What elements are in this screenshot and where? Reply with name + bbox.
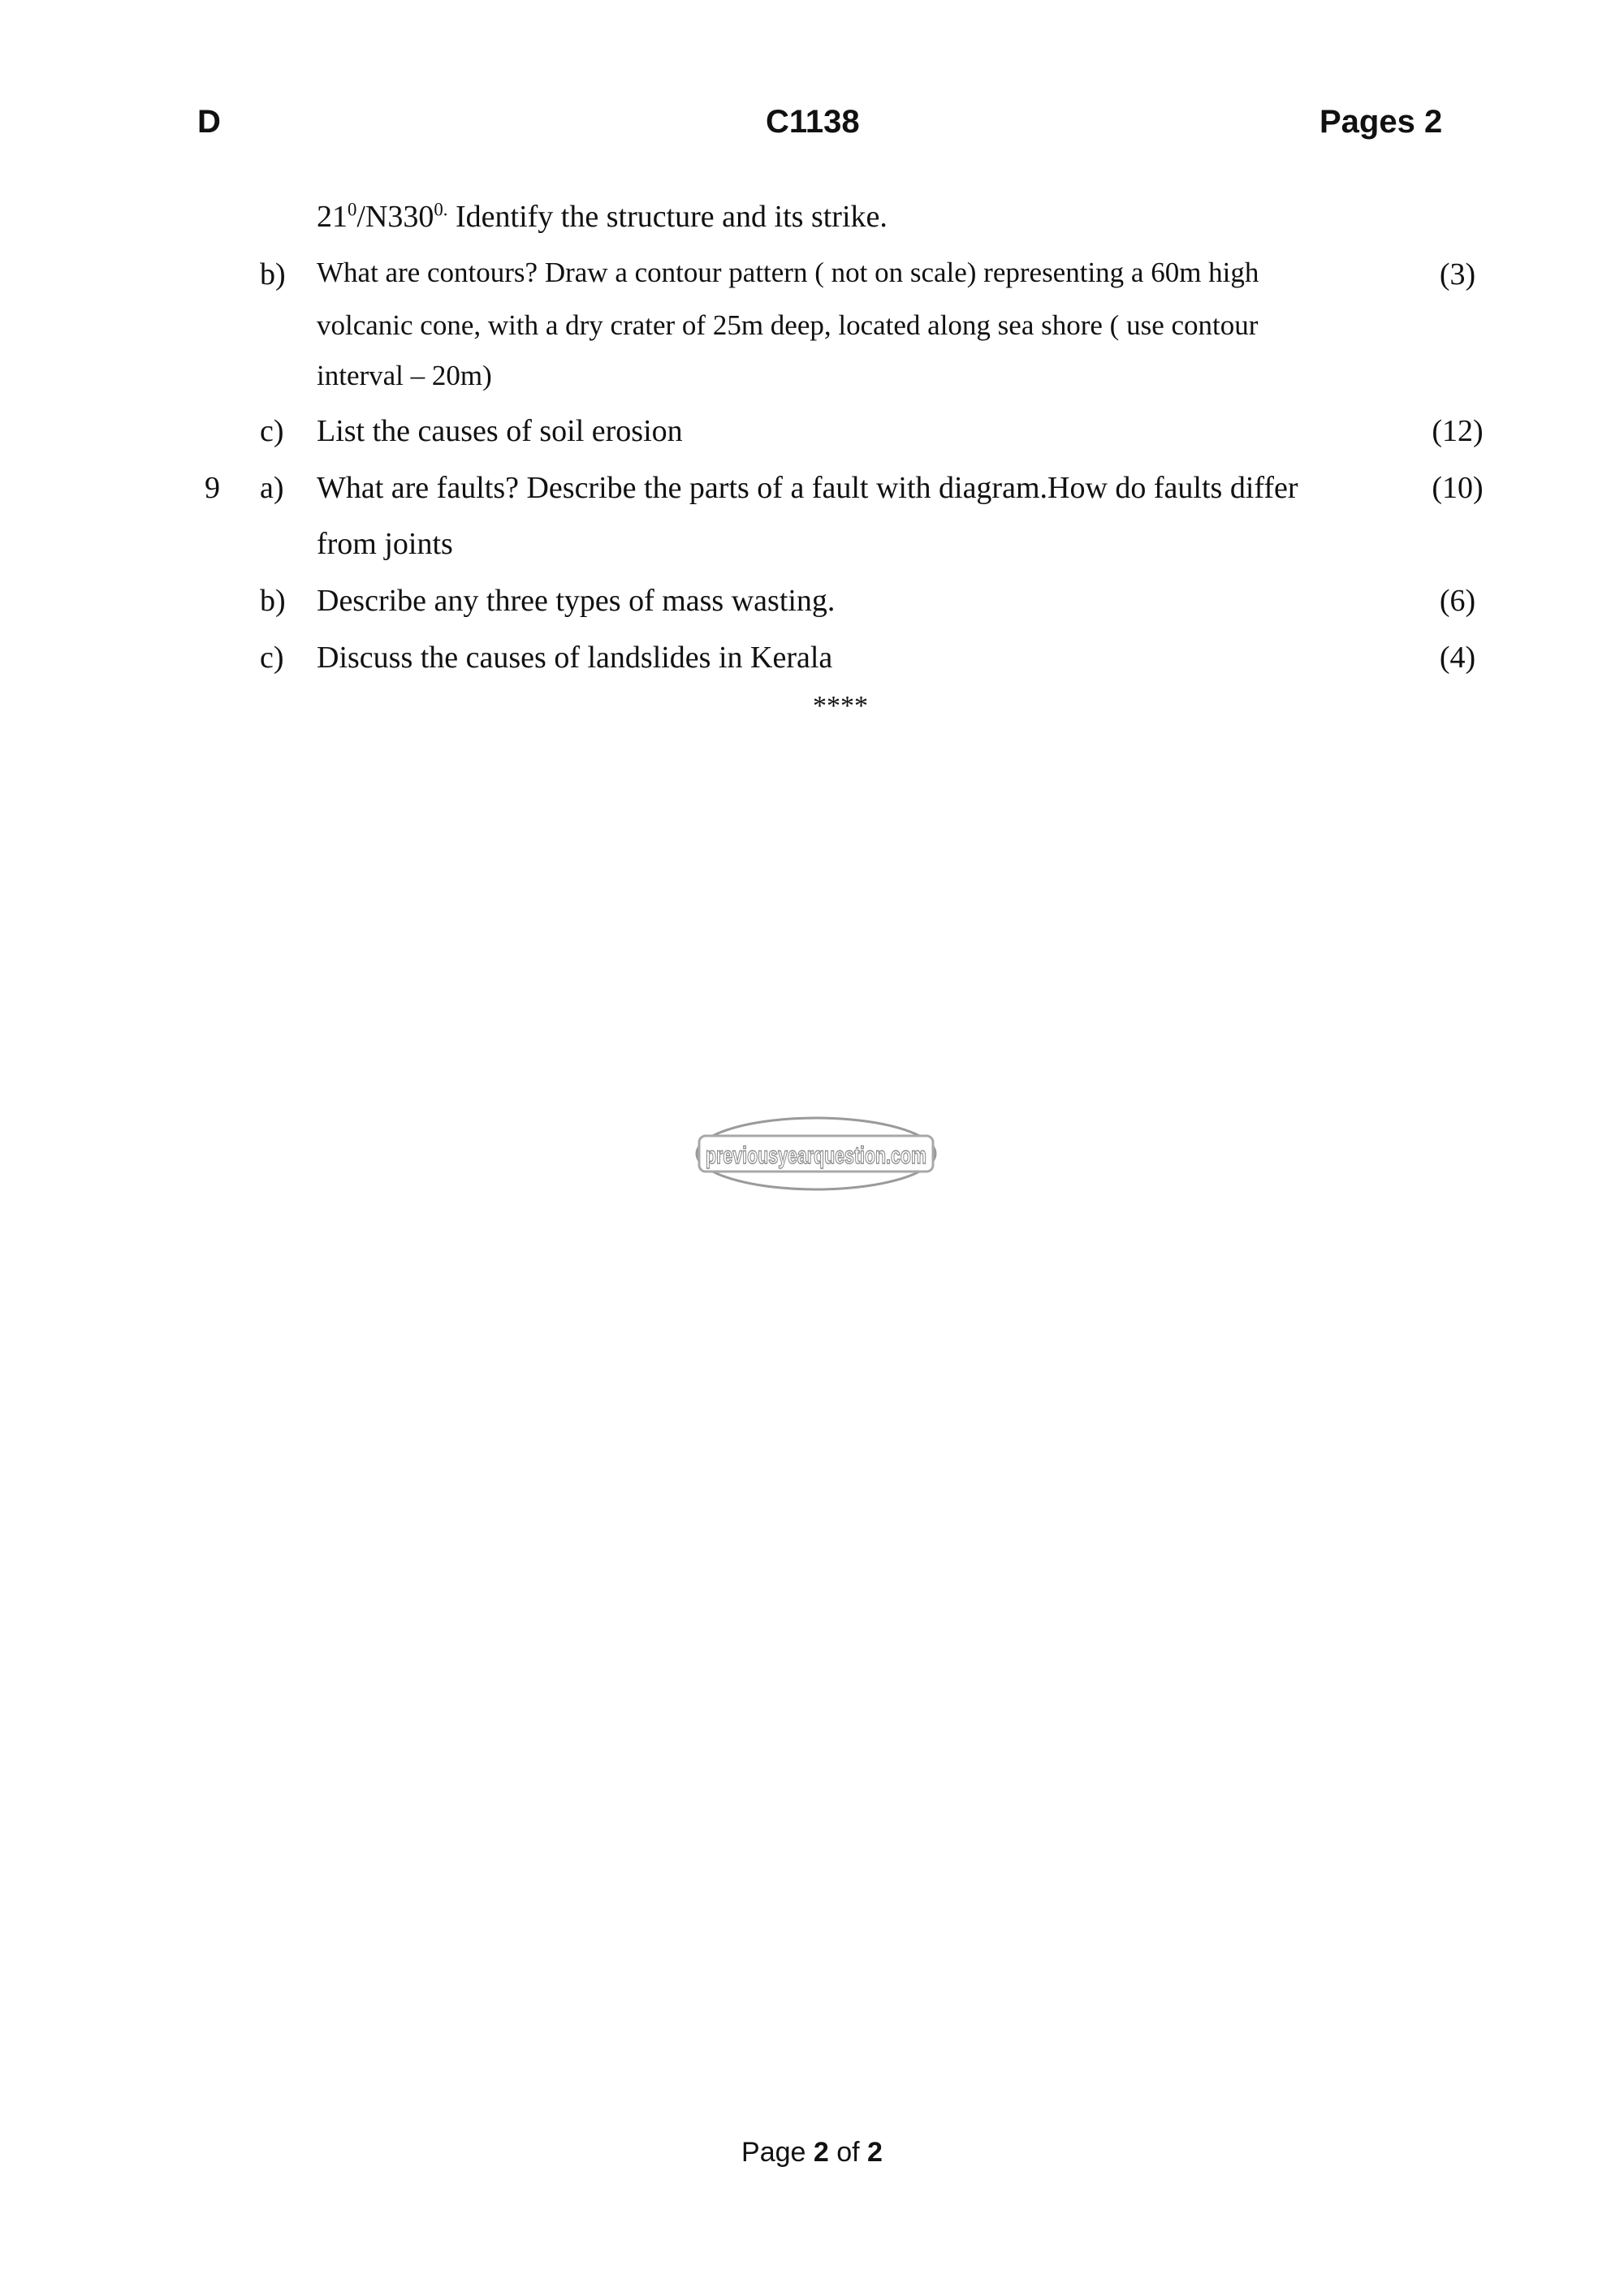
question-marks: (12) xyxy=(1432,414,1484,448)
continuation-line: $21^0/N330^{0.}$ Identify the structure and its strike. xyxy=(317,199,888,234)
degree-sup: 0 xyxy=(348,199,357,220)
question-marks: (4) xyxy=(1439,641,1476,675)
header-series: D xyxy=(197,104,221,140)
question-text-line: Discuss the causes of landslides in Kerala xyxy=(317,641,833,675)
question-marks: (3) xyxy=(1439,257,1476,291)
question-text-line: List the causes of soil erosion xyxy=(317,414,683,448)
part-label: b) xyxy=(260,584,286,618)
header-paper-code: C1138 xyxy=(766,104,860,140)
end-of-paper-marker: **** xyxy=(813,691,868,721)
question-text-line: from joints xyxy=(317,527,453,561)
question-text-line: interval – 20m) xyxy=(317,360,492,391)
part-label: a) xyxy=(260,471,284,505)
question-marks: (10) xyxy=(1432,471,1484,505)
watermark-text: previousyearquestion.com xyxy=(706,1142,926,1169)
part-label: b) xyxy=(260,257,286,291)
part-label: c) xyxy=(260,641,284,675)
question-text-line: What are faults? Describe the parts of a fault with diagram.How do faults differ xyxy=(317,471,1298,505)
question-text-line: volcanic cone, with a dry crater of 25m deep, located along sea shore ( use contour xyxy=(317,309,1259,341)
watermark-logo xyxy=(694,1115,938,1193)
question-text-line: What are contours? Draw a contour pattern ( not on scale) representing a 60m high xyxy=(317,257,1259,288)
question-text-line: Describe any three types of mass wasting. xyxy=(317,584,836,618)
total-page-count: 2 xyxy=(867,2137,883,2168)
part-label: c) xyxy=(260,414,284,448)
degree-sup: 0. xyxy=(434,199,448,220)
question-marks: (6) xyxy=(1439,584,1476,618)
current-page-number: 2 xyxy=(813,2137,829,2168)
header-page-count: Pages 2 xyxy=(1320,104,1443,140)
question-number: 9 xyxy=(205,471,220,505)
page-footer: Page 2 of 2 xyxy=(741,2137,883,2168)
